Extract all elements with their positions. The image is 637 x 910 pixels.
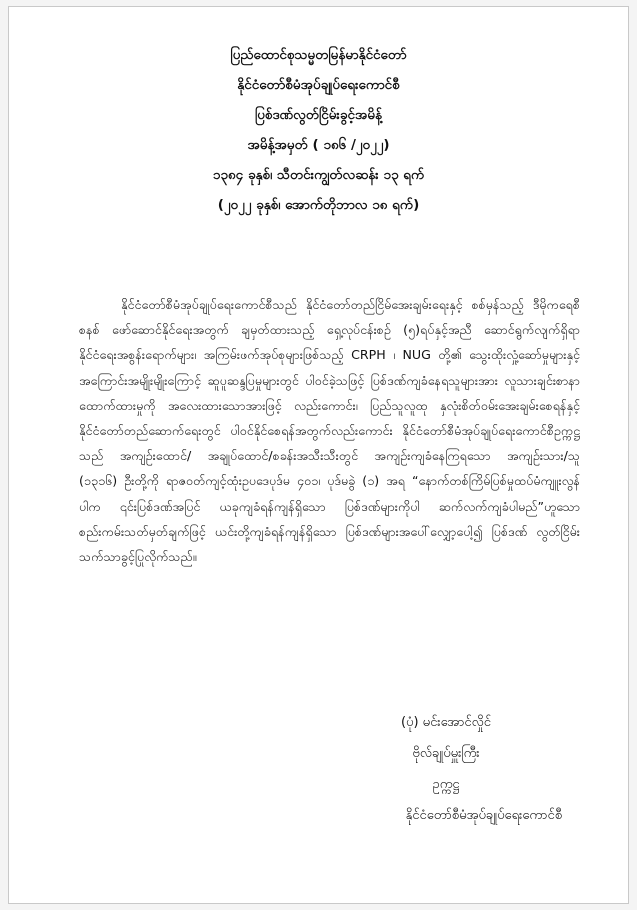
signatory-title: ဥက္ကဋ္ဌ	[432, 777, 460, 792]
council-name: နိုင်ငံတော်စီမံအုပ်ချုပ်ရေးကောင်စီ	[237, 77, 400, 93]
signatory-organization: နိုင်ငံတော်စီမံအုပ်ချုပ်ရေးကောင်စီ	[405, 808, 562, 823]
order-body-paragraph: နိုင်ငံတော်စီမံအုပ်ချုပ်ရေးကောင်စီသည် နိုင်ငံတော်တည်ငြိမ်အေးချမ်းရေးနှင့် စစ်မှန်သည့် ဒီမိုကရေစီစနစ် ဖော်ဆောင်နိုင်ရေးအတွက် ချမှတ်ထားသည့် ရှေ့လုပ်ငန်းစဉ် (၅)ရပ်နှင့်အညီ ဆောင်ရွက်လျက်ရှိရာ နိုင်ငံရေးအစွန်းရောက်များ၊ အကြမ်းဖက်အုပ်စုများဖြစ်သည့် CRPH ၊ NUG တို့၏ သွေးထိုးလှုံ့ဆော်မှုများနှင့် အကြောင်းအမျိုးမျိုးကြောင့် ဆူပူဆန္ဒပြမှုများတွင် ပါဝင်ခဲ့သဖြင့် ပြစ်ဒဏ်ကျခံနေရသူများအား လူသားချင်းစာနာထောက်ထားမှုကို အလေးထားသောအားဖြင့် လည်းကောင်း၊ ပြည်သူလူထု နှလုံးစိတ်ဝမ်းအေးချမ်းစေရန်နှင့် နိုင်ငံတော်တည်ဆောက်ရေးတွင် ပါဝင်နိုင်စေရန်အတွက်လည်းကောင်း နိုင်ငံတော်စီမံအုပ်ချုပ်ရေးကောင်စီဥက္ကဋ္ဌသည် အကျဉ်းထောင်/ အချုပ်ထောင်/စခန်းအသီးသီးတွင် အကျဉ်းကျခံနေကြရသော အကျဉ်းသား/သူ (၁၃၁၆) ဦးတို့ကို ရာဇဝတ်ကျင့်ထုံးဥပဒေပုဒ်မ ၄၀၁၊ ပုဒ်မခွဲ (၁) အရ “နောက်တစ်ကြိမ်ပြစ်မှုထပ်မံကျူးလွန်ပါက ၎င်းပြစ်ဒဏ်အပြင် ယခုကျခံရန်ကျန်ရှိသော ပြစ်ဒဏ်များကိုပါ ဆက်လက်ကျခံပါမည်”ဟူသော စည်းကမ်းသတ်မှတ်ချက်ဖြင့် ယင်းတို့ကျခံရန်ကျန်ရှိသော ပြစ်ဒဏ်များအပေါ်လျှော့ပေါ့၍ ပြစ်ဒဏ် လွတ်ငြိမ်းသက်သာခွင့်ပြုလိုက်သည်။	[79, 297, 580, 565]
document-header	[9, 47, 628, 227]
myanmar-date: ၁၃၈၄ ခုနှစ်၊ သီတင်းကျွတ်လဆန်း ၁၃ ရက်	[212, 167, 425, 183]
gregorian-date: (၂၀၂၂ ခုနှစ်၊ အောက်တိုဘာလ ၁၈ ရက်)	[217, 197, 420, 213]
signature-block	[326, 715, 566, 839]
order-number: အမိန့်အမှတ် ( ၁၈၆ /၂၀၂၂)	[247, 137, 390, 153]
order-title: ပြစ်ဒဏ်လွတ်ငြိမ်းခွင့်အမိန့်	[254, 107, 383, 123]
signatory-rank: ဗိုလ်ချုပ်မှူးကြီး	[412, 746, 480, 761]
signatory-name: (ပုံ) မင်းအောင်လှိုင်	[400, 715, 492, 730]
document-page	[8, 6, 629, 904]
country-name: ပြည်ထောင်စုသမ္မတမြန်မာနိုင်ငံတော်	[230, 47, 407, 63]
